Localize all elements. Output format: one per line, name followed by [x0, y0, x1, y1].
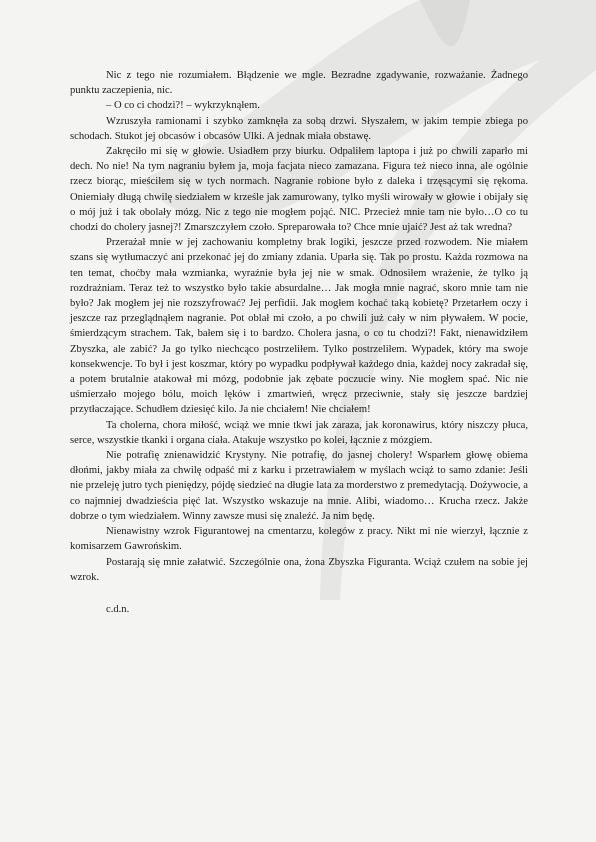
paragraph: Wzruszyła ramionami i szybko zamknęła za sobą drzwi. Słyszałem, w jakim tempie zbiega po schodach. Stukot jej obcasów i obcasów Ulki. A jednak miała obstawę. [70, 115, 528, 142]
paragraph: Nic z tego nie rozumiałem. Błądzenie we mgle. Bezradne zgadywanie, rozważanie. Żadnego punktu zaczepienia, nic. [70, 70, 528, 97]
story-text [70, 68, 528, 617]
paragraph: Nie potrafię znienawidzić Krystyny. Nie potrafię, do jasnej cholery! Wsparłem głowę obiema dłońmi, jakby miała za chwilę odpaść mi z karku i przetrawiałem w myślach wciąż to samo zdanie: Jeśli nie przeleję jutro tych pieniędzy, pójdę siedzieć na długie lata za morderstwo z premedytacją. Dożywocie, a co najmniej dwadzieścia pięć lat. Wszystko wskazuje na mnie. Alibi, wiadomo… Krucha rzecz. Jakże dobrze o tym wiedziałem. Winny zawsze musi się znaleźć. Ja nim będę. [70, 450, 528, 522]
paragraph: – O co ci chodzi?! – wykrzyknąłem. [106, 100, 260, 112]
paragraph: Zakręciło mi się w głowie. Usiadłem przy biurku. Odpaliłem laptopa i już po chwili zaparło mi dech. No nie! Na tym nagraniu byłem ja, moja facjata nieco zamazana. Figura też nieco inna, ale ogólnie rzecz biorąc, mieściłem się w tych normach. Nagranie robione było z daleka i trzęsącymi się rękoma. Oniemiały długą chwilę siedziałem w krześle jak zamurowany, tylko myśli wirowały w głowie i obijały się o mój już i tak obolały mózg. Nic z tego nie mogłem pojąć. NIC. Przecież mnie tam nie było…O co tu chodzi do cholery jasnej?! Zmarszczyłem czoło. Spreparowała to? Chce mnie ujaić? Jest aż tak wredna? [70, 146, 528, 234]
paragraph: Przerażał mnie w jej zachowaniu kompletny brak logiki, jeszcze przed rozwodem. Nie miałem szans się wytłumaczyć ani przekonać jej do zmiany zdania. Uparła się. Tak po prostu. Każda rozmowa na ten temat, choćby mała wzmianka, wyraźnie była jej nie w smak. Odnosiłem wrażenie, że tylko ją rozdrażniam. Teraz też to wszystko było takie absurdalne… Jak mogła mnie nagrać, skoro mnie tam nie było? Jak mogłem jej nie rozszyfrować? Jej perfidii. Jak mogłem kochać taką kobietę? Przetarłem oczy i jeszcze raz przeglądnąłem nagranie. Pot oblał mi czoło, a po chwili już cały w nim pływałem. W pocie, śmierdzącym strachem. Tak, bałem się i to bardzo. Cholera jasna, o co tu chodzi?! Fakt, nienawidziłem Zbyszka, ale zabić? Ja go tylko niechcąco postrzeliłem. Tylko postrzeliłem. Wypadek, który ma swoje konsekwencje. To był i jest koszmar, który po wypadku podpływał każdego dnia, każdej nocy zakradał się, a potem brutalnie atakował mi mózg, podobnie jak zębate poczucie winy. Nie mogłem spać. Nic nie uśmierzało mojego bólu, moich lęków i zmartwień, wręcz przeciwnie, stały się jeszcze bardziej przytłaczające. Schudłem dziesięć kilo. Ja nie chciałem! Nie chciałem! [70, 237, 528, 416]
continuation-mark: c.d.n. [106, 603, 130, 615]
paragraph: Postarają się mnie załatwić. Szczególnie ona, żona Zbyszka Figuranta. Wciąż czułem na sobie jej wzrok. [70, 556, 528, 583]
paragraph: Nienawistny wzrok Figurantowej na cmentarzu, kolegów z pracy. Nikt mi nie wierzył, łącznie z komisarzem Gawrońskim. [70, 526, 528, 553]
paragraph: Ta cholerna, chora miłość, wciąż we mnie tkwi jak zaraza, jak koronawirus, który niszczy płuca, serce, wszystkie tkanki i organa ciała. Atakuje wszystko po kolei, łącznie z mózgiem. [70, 419, 528, 446]
